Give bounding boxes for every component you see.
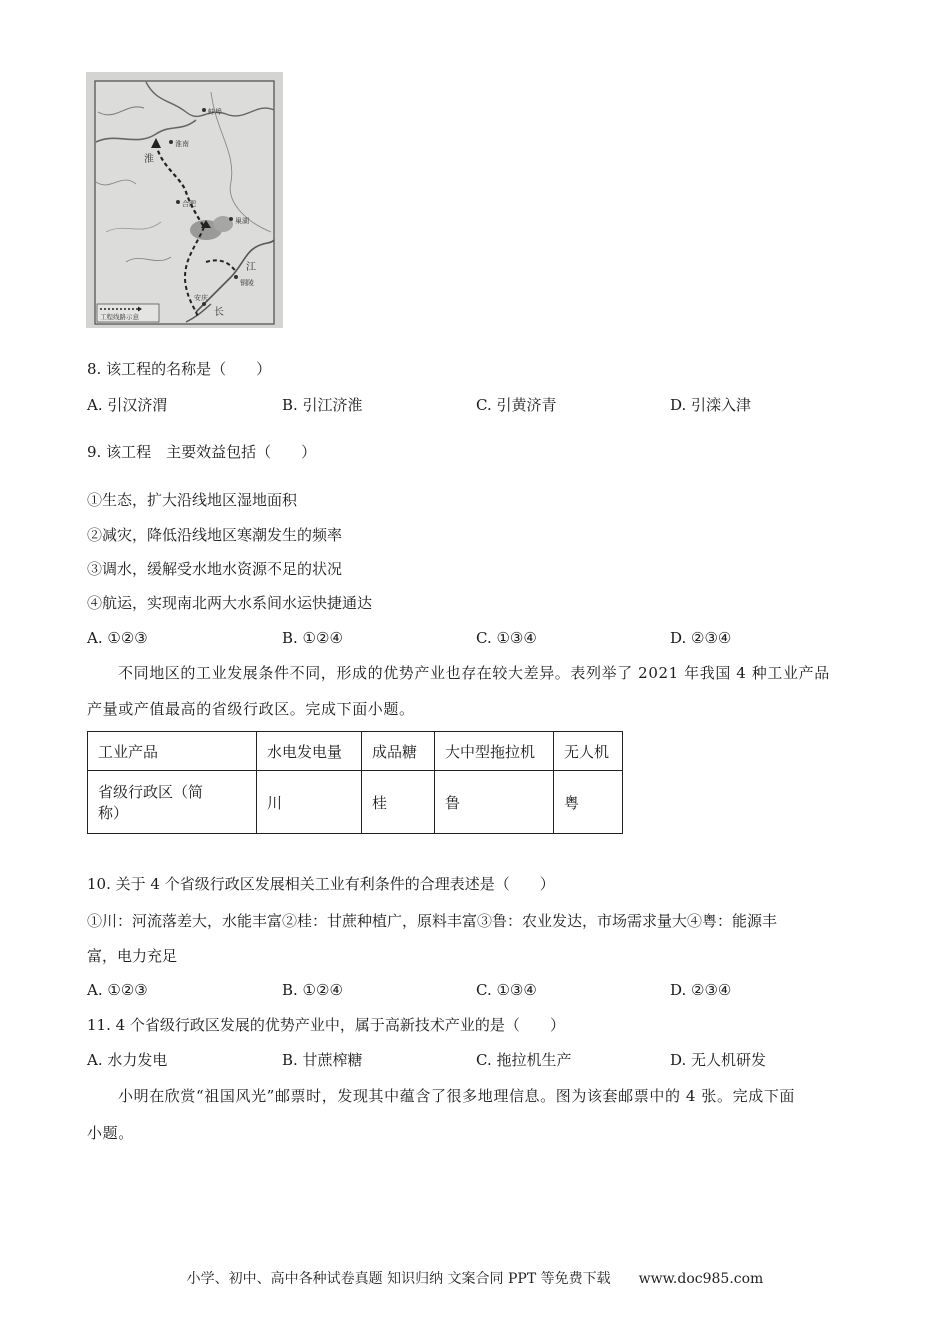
q8-option-a[interactable]: A. 引汉济渭	[87, 396, 168, 414]
q10-line-1: ①川：河流落差大，水能丰富②桂：甘蔗种植广，原料丰富③鲁：农业发达，市场需求量大④粤：能源丰	[87, 912, 778, 930]
map-label-chang: 长	[214, 307, 224, 318]
q10-line-2: 富，电力充足	[87, 947, 178, 965]
table-header-cell: 大中型拖拉机	[435, 732, 554, 771]
map-label-hefei: 合肥	[182, 200, 196, 208]
table-cell: 川	[257, 771, 362, 834]
q9-stem: 9. 该工程 主要效益包括（ ）	[87, 443, 317, 461]
table-cell: 桂	[362, 771, 435, 834]
q10-option-d[interactable]: D. ②③④	[670, 981, 732, 999]
table-header-cell: 成品糖	[362, 732, 435, 771]
map-label-tongling: 铜陵	[240, 279, 254, 287]
table-header-cell: 水电发电量	[257, 732, 362, 771]
table-cell: 鲁	[435, 771, 554, 834]
q8-option-c[interactable]: C. 引黄济青	[476, 396, 557, 414]
table-header-row	[88, 732, 623, 771]
q11-stem: 11. 4 个省级行政区发展的优势产业中，属于高新技术产业的是（ ）	[87, 1016, 565, 1034]
map-label-huai: 淮	[144, 154, 154, 165]
q9-option-b[interactable]: B. ①②④	[282, 629, 343, 647]
intro-paragraph-2-line-1: 小明在欣赏“祖国风光”邮票时，发现其中蕴含了很多地理信息。图为该套邮票中的 4 张。完成下面	[118, 1087, 796, 1105]
intro-paragraph-2-line-2: 小题。	[87, 1124, 134, 1142]
q8-option-d[interactable]: D. 引滦入津	[670, 396, 752, 414]
q10-stem: 10. 关于 4 个省级行政区发展相关工业有利条件的合理表述是（ ）	[87, 875, 555, 893]
industry-table	[87, 731, 623, 834]
q8-stem: 8. 该工程的名称是（ ）	[87, 360, 272, 378]
q11-option-a[interactable]: A. 水力发电	[87, 1051, 168, 1069]
q10-option-c[interactable]: C. ①③④	[476, 981, 537, 999]
map-label-bengbu: 蚌埠	[208, 108, 222, 116]
q11-option-d[interactable]: D. 无人机研发	[670, 1051, 767, 1069]
table-row	[88, 771, 623, 834]
page-footer: 小学、初中、高中各种试卷真题 知识归纳 文案合同 PPT 等免费下载 www.doc985.com	[186, 1271, 764, 1287]
q10-option-b[interactable]: B. ①②④	[282, 981, 343, 999]
table-row-label-line-1: 省级行政区（简	[98, 783, 204, 801]
map-label-huainan: 淮南	[175, 140, 189, 148]
intro-paragraph-1-line-1: 不同地区的工业发展条件不同，形成的优势产业也存在较大差异。表列举了 2021 年我国 4 种工业产品	[118, 664, 830, 682]
map-illustration	[86, 72, 283, 328]
project-route-map	[86, 72, 283, 328]
q11-option-b[interactable]: B. 甘蔗榨糖	[282, 1051, 363, 1069]
q11-option-c[interactable]: C. 拖拉机生产	[476, 1051, 572, 1069]
map-label-jiang: 江	[246, 262, 256, 273]
table-row-label	[88, 771, 257, 834]
q9-item-4: ④航运，实现南北两大水系间水运快捷通达	[87, 594, 373, 612]
table-header-cell: 无人机	[554, 732, 623, 771]
q9-option-c[interactable]: C. ①③④	[476, 629, 537, 647]
map-legend-text: 工程线路示意	[100, 313, 139, 321]
map-label-anqing: 安庆	[194, 294, 208, 302]
table-row-label-line-2: 称）	[98, 804, 129, 822]
q8-option-b[interactable]: B. 引江济淮	[282, 396, 363, 414]
table-header-cell: 工业产品	[88, 732, 257, 771]
q9-option-d[interactable]: D. ②③④	[670, 629, 732, 647]
q9-item-3: ③调水，缓解受水地水资源不足的状况	[87, 560, 343, 578]
q9-option-a[interactable]: A. ①②③	[87, 629, 148, 647]
intro-paragraph-1-line-2: 产量或产值最高的省级行政区。完成下面小题。	[87, 700, 415, 718]
map-label-chaohu: 巢湖	[235, 217, 249, 225]
q9-item-2: ②减灾，降低沿线地区寒潮发生的频率	[87, 526, 343, 544]
table-cell: 粤	[554, 771, 623, 834]
q9-item-1: ①生态，扩大沿线地区湿地面积	[87, 491, 298, 509]
q10-option-a[interactable]: A. ①②③	[87, 981, 148, 999]
